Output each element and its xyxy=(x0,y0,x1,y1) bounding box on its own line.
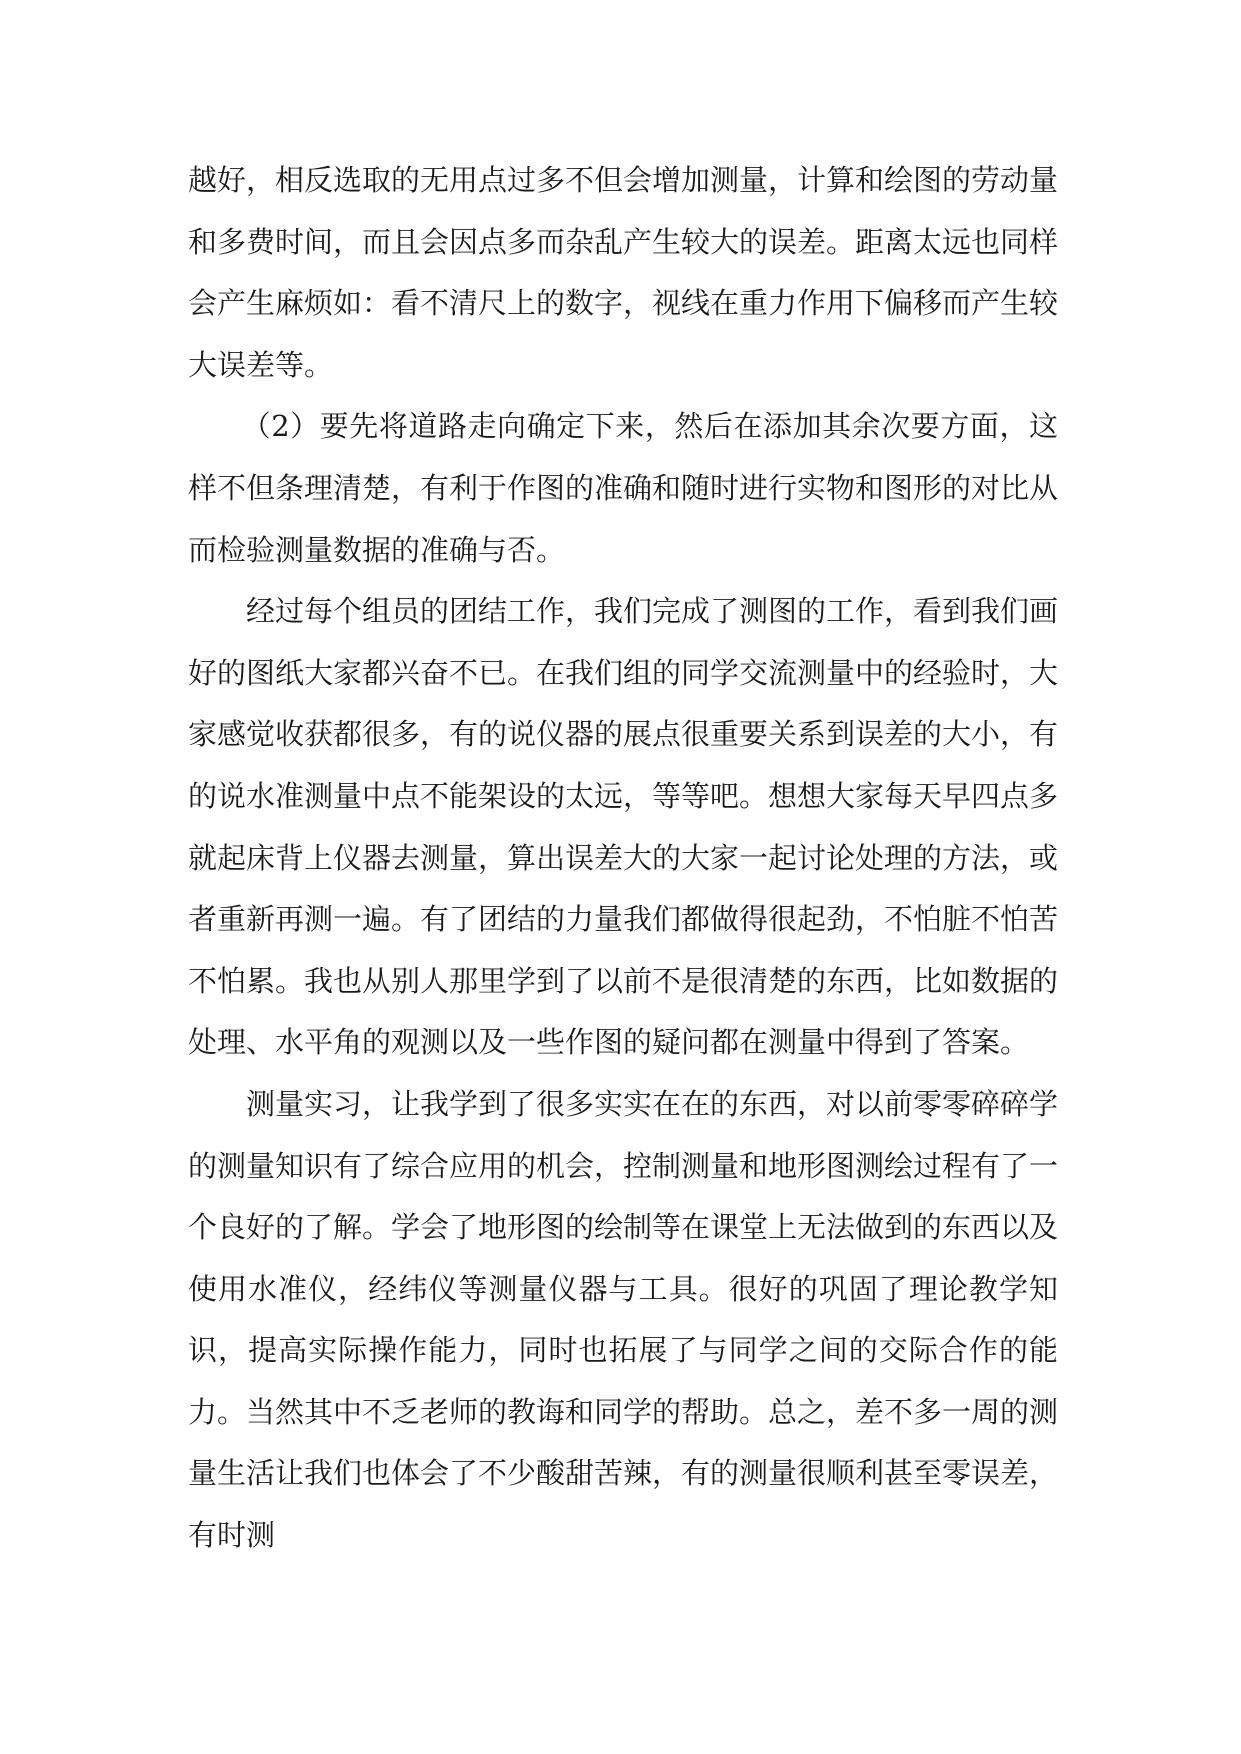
paragraph-teamwork: 经过每个组员的团结工作，我们完成了测图的工作，看到我们画好的图纸大家都兴奋不已。在我们组的同学交流测量中的经验时，大家感觉收获都很多，有的说仪器的展点很重要关系到误差的大小，有的说水准测量中点不能架设的太远，等等吧。想想大家每天早四点多就起床背上仪器去测量，算出误差大的大家一起讨论处理的方法，或者重新再测一遍。有了团结的力量我们都做得很起劲，不怕脏不怕苦不怕累。我也从别人那里学到了以前不是很清楚的东西，比如数据的处理、水平角的观测以及一些作图的疑问都在测量中得到了答案。 xyxy=(188,594,1059,1060)
paragraph-numbered-2: （2）要先将道路走向确定下来，然后在添加其余次要方面，这样不但条理清楚，有利于作图的准确和随时进行实物和图形的对比从而检验测量数据的准确与否。 xyxy=(188,409,1059,567)
document-body xyxy=(188,150,1058,1567)
paragraph-continued: 越好，相反选取的无用点过多不但会增加测量，计算和绘图的劳动量和多费时间，而且会因点多而杂乱产生较大的误差。距离太远也同样会产生麻烦如：看不清尺上的数字，视线在重力作用下偏移而产生较大误差等。 xyxy=(188,163,1059,382)
paragraph-internship-summary: 测量实习，让我学到了很多实实在在的东西，对以前零零碎碎学的测量知识有了综合应用的机会，控制测量和地形图测绘过程有了一个良好的了解。学会了地形图的绘制等在课堂上无法做到的东西以及使用水准仪，经纬仪等测量仪器与工具。很好的巩固了理论教学知识，提高实际操作能力，同时也拓展了与同学之间的交际合作的能力。当然其中不乏老师的教诲和同学的帮助。总之，差不多一周的测量生活让我们也体会了不少酸甜苦辣，有的测量很顺利甚至零误差，有时测 xyxy=(188,1086,1059,1553)
